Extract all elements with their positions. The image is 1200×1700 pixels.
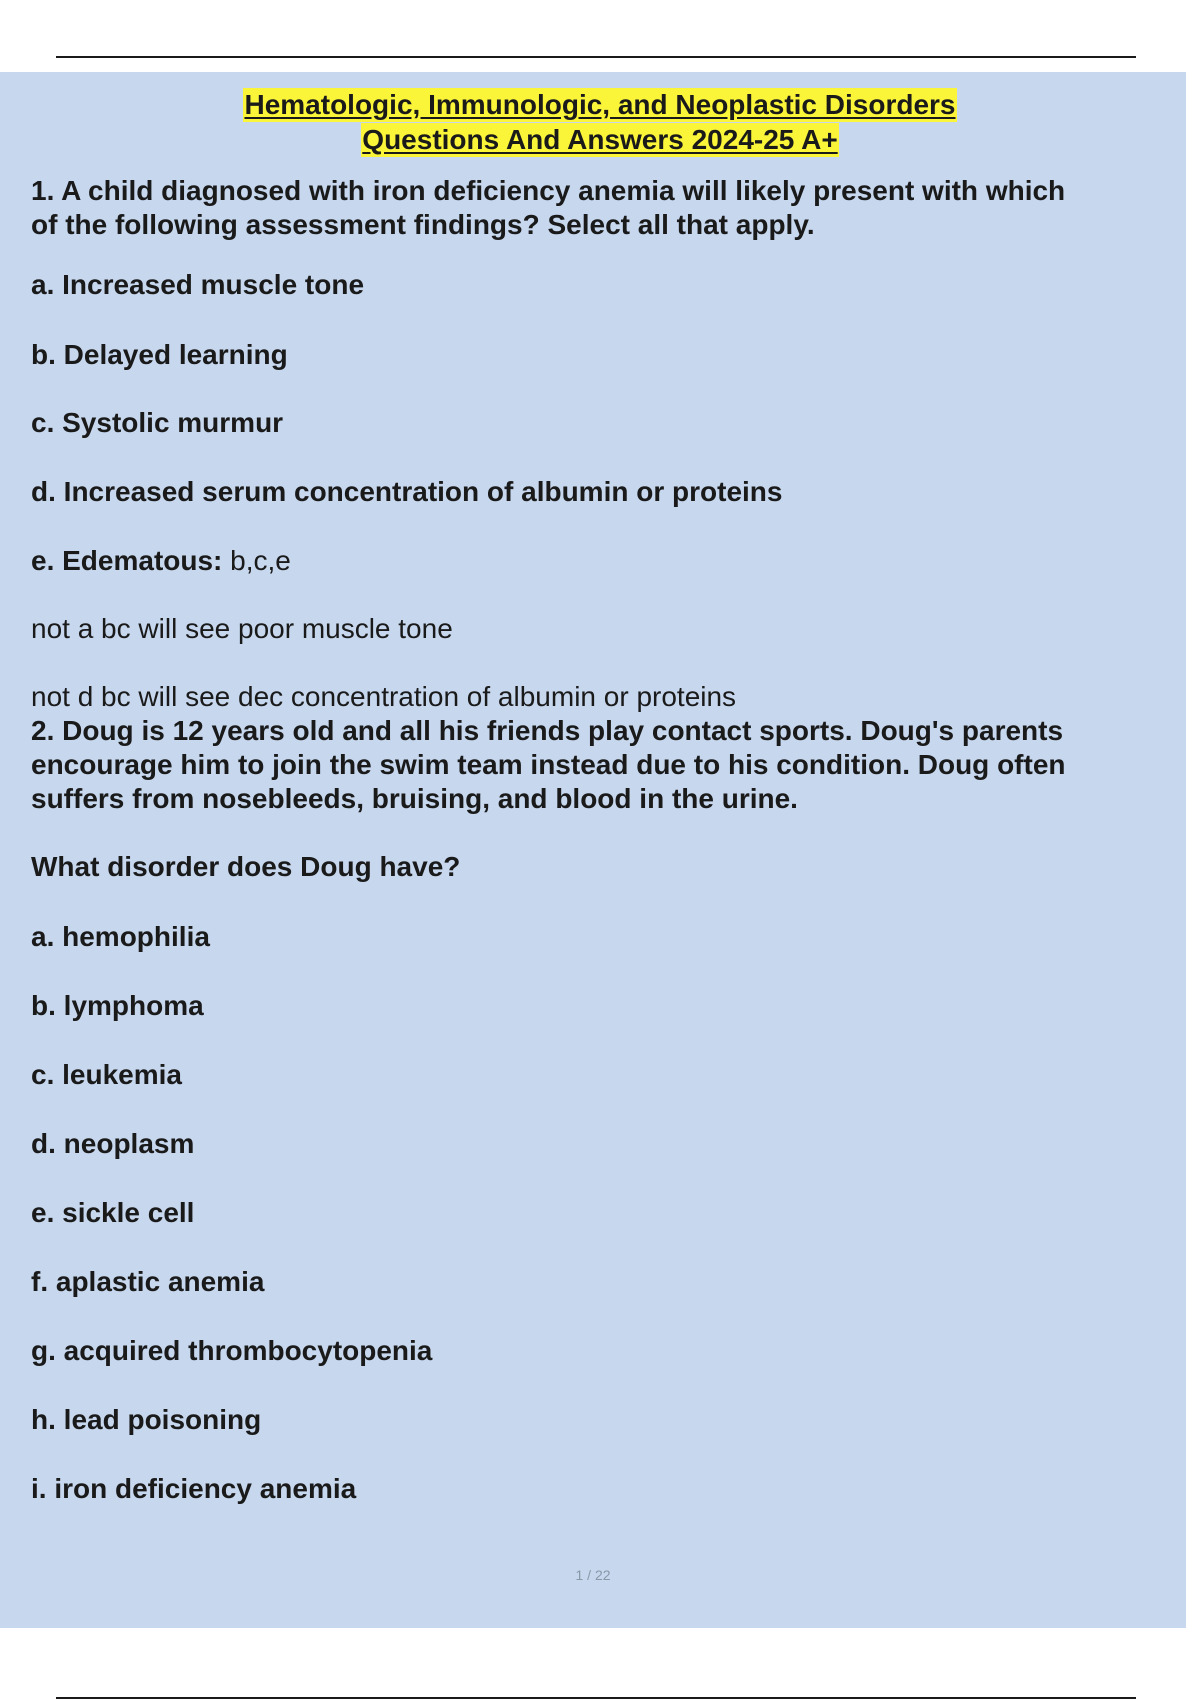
q1-option-e: e. Edematous: — [31, 545, 223, 576]
q2-option-i: i. iron deficiency anemia — [31, 1473, 357, 1504]
q1-option-c: c. Systolic murmur — [31, 407, 284, 438]
bottom-rule — [56, 1697, 1136, 1699]
q1-rationale-2: not d bc will see dec concentration of albumin or proteins — [31, 681, 737, 712]
q1-option-b: b. Delayed learning — [31, 339, 288, 370]
q1-answer: b,c,e — [222, 545, 291, 576]
top-rule — [56, 56, 1136, 58]
document-page — [0, 72, 1186, 1628]
document-title — [0, 88, 1200, 158]
q2-option-d: d. neoplasm — [31, 1128, 195, 1159]
q2-option-f: f. aplastic anemia — [31, 1266, 265, 1297]
q2-stem-line-1: 2. Doug is 12 years old and all his friends play contact sports. Doug's parents — [31, 715, 1064, 746]
q1-stem-line-2: of the following assessment findings? Select all that apply. — [31, 209, 815, 240]
q1-rationale-1: not a bc will see poor muscle tone — [31, 613, 453, 644]
q2-stem-line-3: suffers from nosebleeds, bruising, and blood in the urine. — [31, 783, 798, 814]
q2-option-g: g. acquired thrombocytopenia — [31, 1335, 433, 1366]
title-line-1: Hematologic, Immunologic, and Neoplastic Disorders — [244, 89, 956, 120]
q2-option-h: h. lead poisoning — [31, 1404, 262, 1435]
q1-option-d: d. Increased serum concentration of albumin or proteins — [31, 476, 783, 507]
q2-option-b: b. lymphoma — [31, 990, 204, 1021]
q1-option-e-with-answer — [31, 544, 1181, 578]
q1-stem-line-1: 1. A child diagnosed with iron deficiency anemia will likely present with which — [31, 175, 1066, 206]
title-line-2: Questions And Answers 2024-25 A+ — [362, 124, 838, 155]
q1-option-a: a. Increased muscle tone — [31, 269, 365, 300]
page-number: 1 / 22 — [575, 1567, 611, 1583]
q2-option-c: c. leukemia — [31, 1059, 182, 1090]
q2-option-a: a. hemophilia — [31, 921, 210, 952]
q2-stem-line-2: encourage him to join the swim team instead due to his condition. Doug often — [31, 749, 1066, 780]
q2-question: What disorder does Doug have? — [31, 851, 461, 882]
q2-option-e: e. sickle cell — [31, 1197, 195, 1228]
